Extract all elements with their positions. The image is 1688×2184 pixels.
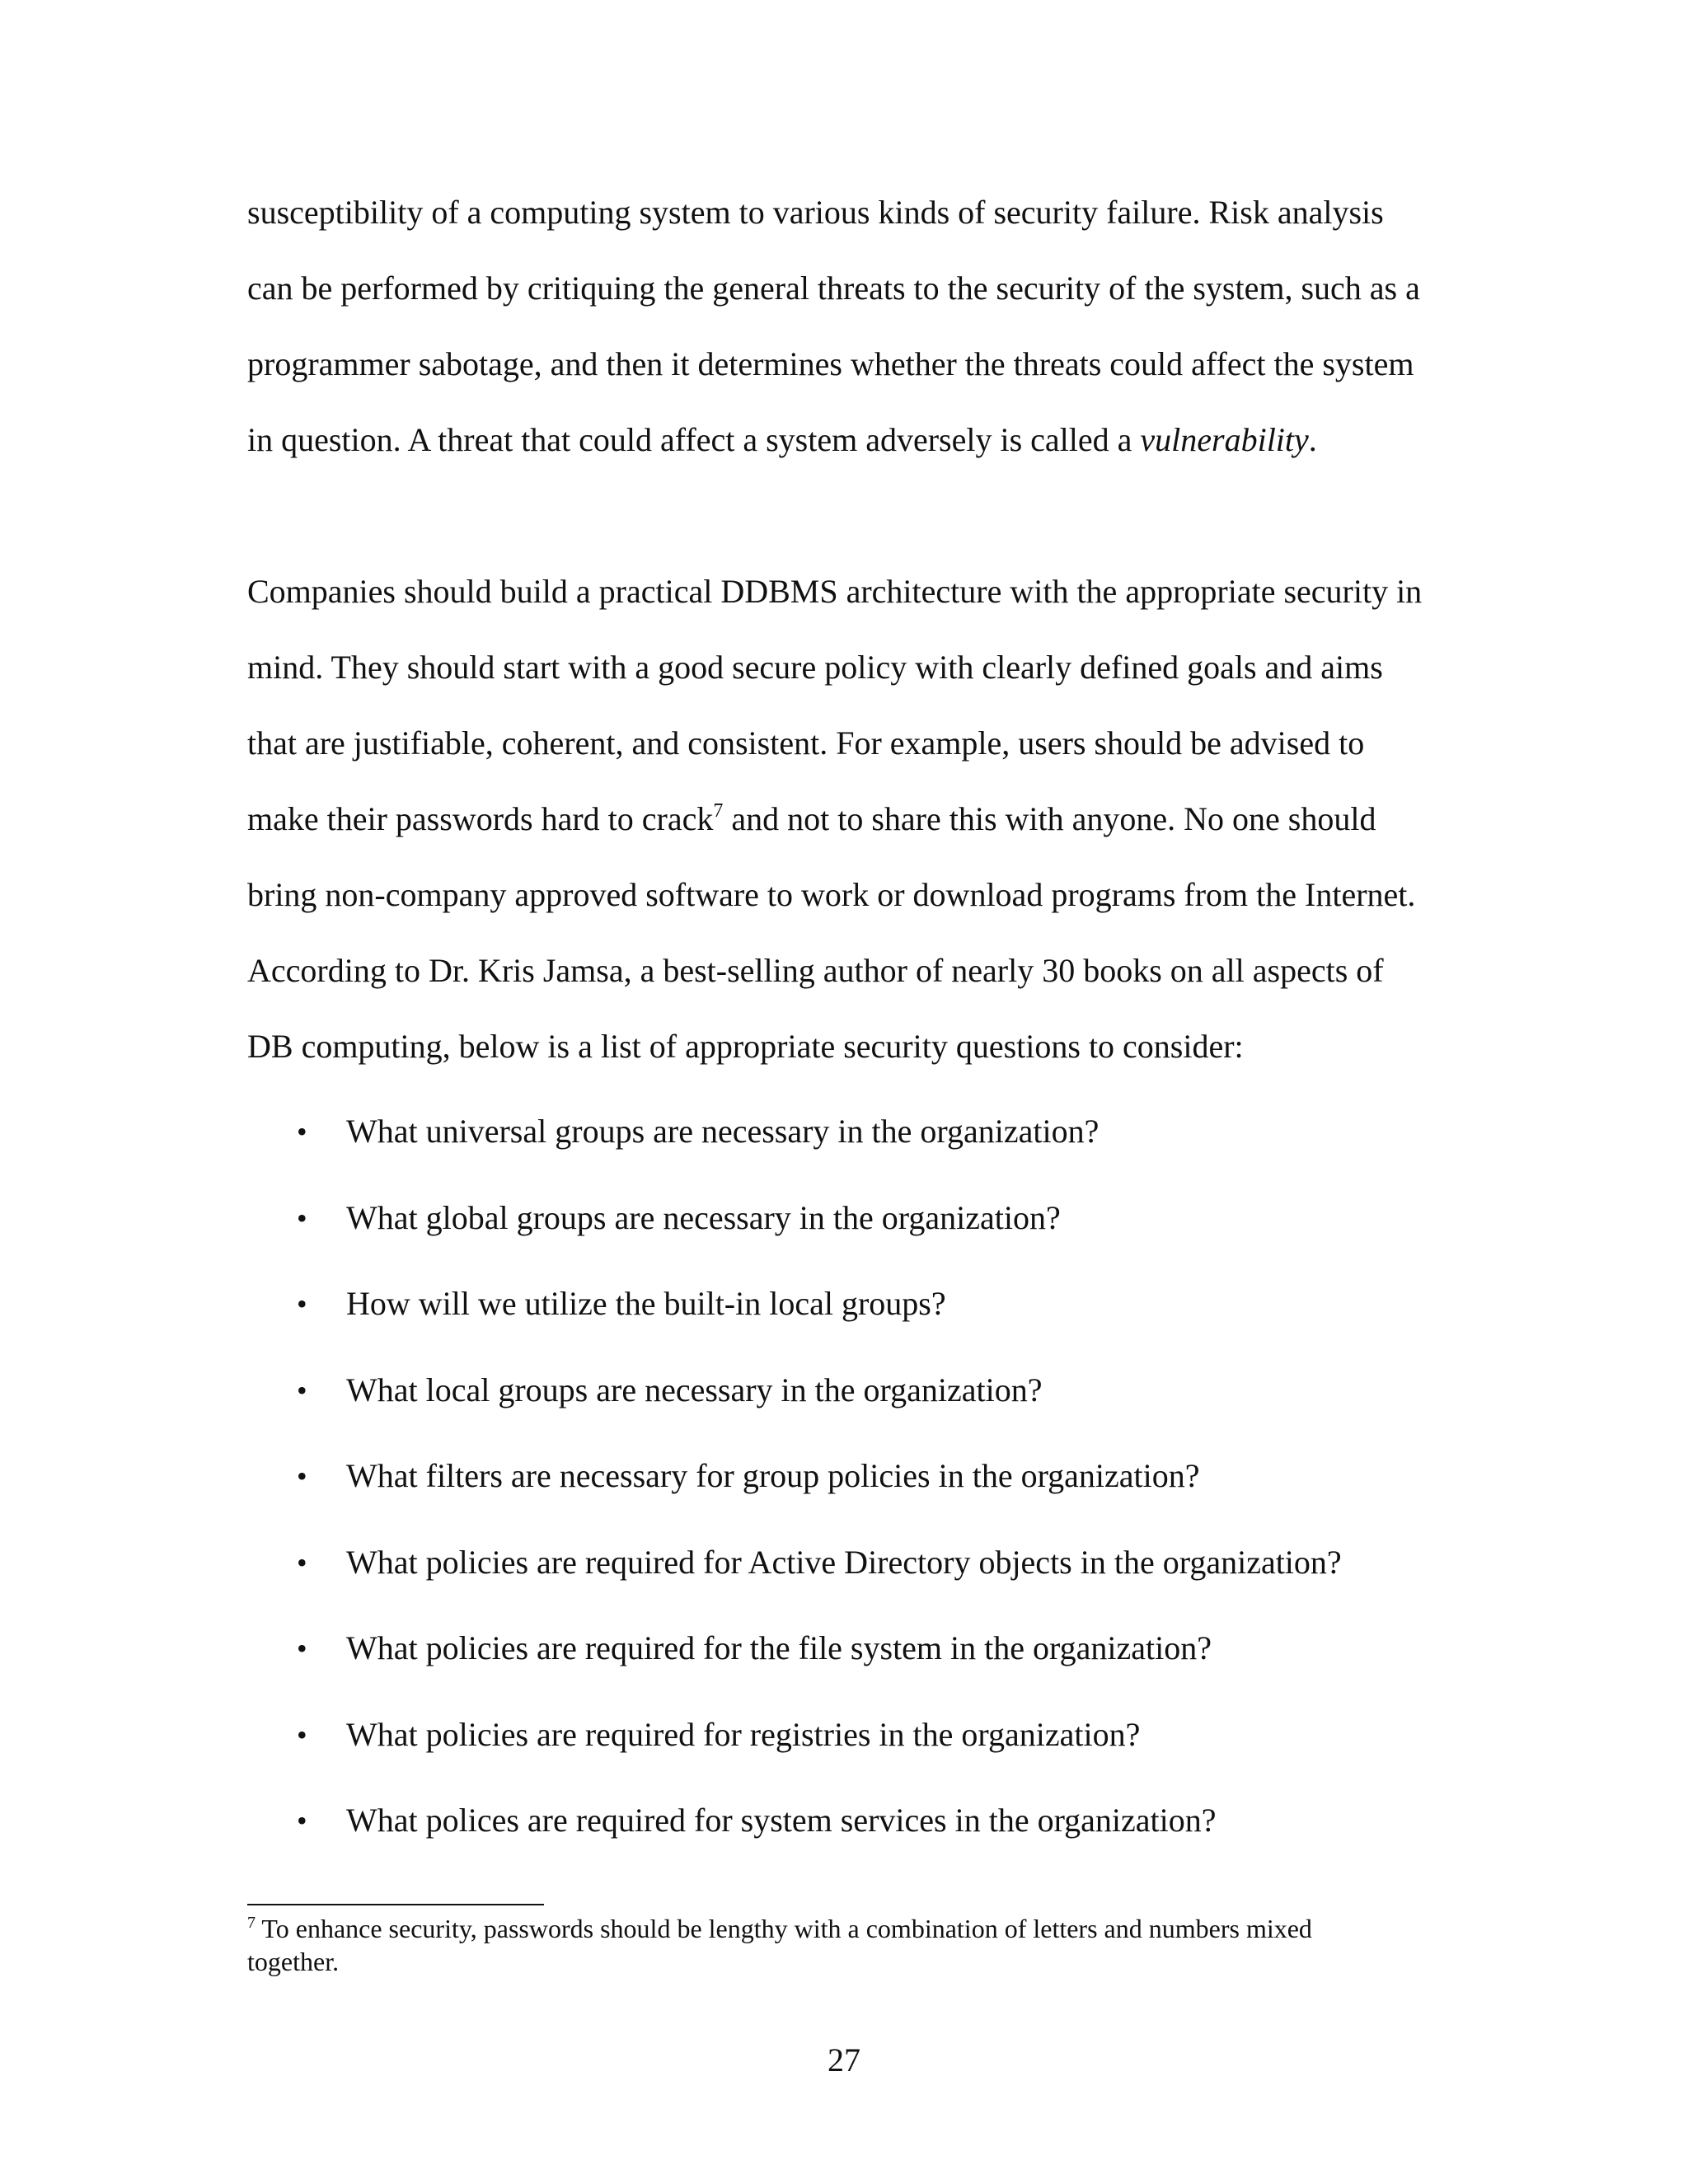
list-item-text: What policies are required for the file system in the organization?: [346, 1629, 1212, 1666]
list-item-text: What policies are required for registries in the organization?: [346, 1715, 1141, 1753]
paragraph-line: According to Dr. Kris Jamsa, a best-selling author of nearly 30 books on all aspects of: [247, 952, 1384, 989]
list-item: [247, 1107, 1451, 1193]
bullet-icon: •: [297, 1115, 307, 1148]
paragraph-line: programmer sabotage, and then it determines whether the threats could affect the system: [247, 345, 1414, 382]
line-text: in question. A threat that could affect a system adversely is called a: [247, 421, 1141, 458]
footnote: [247, 1912, 1451, 1978]
paragraph-risk-analysis: [247, 188, 1451, 491]
footnote-line: [247, 1912, 1451, 1945]
bullet-icon: •: [297, 1287, 307, 1320]
paragraph-line: can be performed by critiquing the general threats to the security of the system, such as a: [247, 269, 1420, 307]
bullet-icon: •: [297, 1804, 307, 1837]
footnote-line: together.: [247, 1947, 340, 1976]
list-item-text: What filters are necessary for group policies in the organization?: [346, 1457, 1200, 1494]
bullet-icon: •: [297, 1718, 307, 1751]
list-item: [247, 1710, 1451, 1797]
list-item-text: What universal groups are necessary in the organization?: [346, 1113, 1100, 1150]
paragraph-line: [247, 794, 1451, 870]
paragraph-security-architecture: [247, 567, 1451, 1098]
bullet-icon: •: [297, 1201, 307, 1235]
paragraph-line: DB computing, below is a list of appropriate security questions to consider:: [247, 1028, 1244, 1065]
footnote-marker: 7: [247, 1914, 256, 1932]
list-item: [247, 1624, 1451, 1710]
paragraph-line: that are justifiable, coherent, and consistent. For example, users should be advised to: [247, 724, 1365, 762]
list-item: [247, 1538, 1451, 1624]
footnote-text: To enhance security, passwords should be lengthy with a combination of letters and numbers mixed: [256, 1914, 1312, 1943]
paragraph-line: Companies should build a practical DDBMS architecture with the appropriate security in: [247, 573, 1423, 610]
list-item-text: What polices are required for system services in the organization?: [346, 1802, 1217, 1839]
paragraph-line: bring non-company approved software to work or download programs from the Internet.: [247, 876, 1416, 913]
paragraph-line: susceptibility of a computing system to various kinds of security failure. Risk analysis: [247, 194, 1384, 231]
list-item: [247, 1451, 1451, 1538]
line-text: .: [1308, 421, 1317, 458]
footnote-reference: 7: [713, 800, 724, 822]
line-text: make their passwords hard to crack: [247, 800, 714, 837]
list-item-text: What local groups are necessary in the organization?: [346, 1371, 1043, 1408]
security-questions-list: [247, 1107, 1451, 1882]
list-item: [247, 1366, 1451, 1452]
list-item-text: What global groups are necessary in the organization?: [346, 1198, 1061, 1236]
list-item-text: What policies are required for Active Directory objects in the organization?: [346, 1543, 1342, 1581]
list-item: [247, 1279, 1451, 1366]
paragraph-line: mind. They should start with a good secure policy with clearly defined goals and aims: [247, 649, 1383, 686]
bullet-icon: •: [297, 1373, 307, 1407]
italic-term-vulnerability: vulnerability: [1140, 421, 1309, 458]
bullet-icon: •: [297, 1632, 307, 1665]
line-text: and not to share this with anyone. No one should: [723, 800, 1376, 837]
bullet-icon: •: [297, 1545, 307, 1579]
list-item: [247, 1796, 1451, 1882]
list-item-text: How will we utilize the built-in local groups?: [346, 1285, 946, 1322]
bullet-icon: •: [297, 1460, 307, 1493]
list-item: [247, 1193, 1451, 1280]
paragraph-line: [247, 415, 1451, 491]
page-number: 27: [828, 2041, 860, 2079]
footnote-separator: [247, 1904, 544, 1905]
